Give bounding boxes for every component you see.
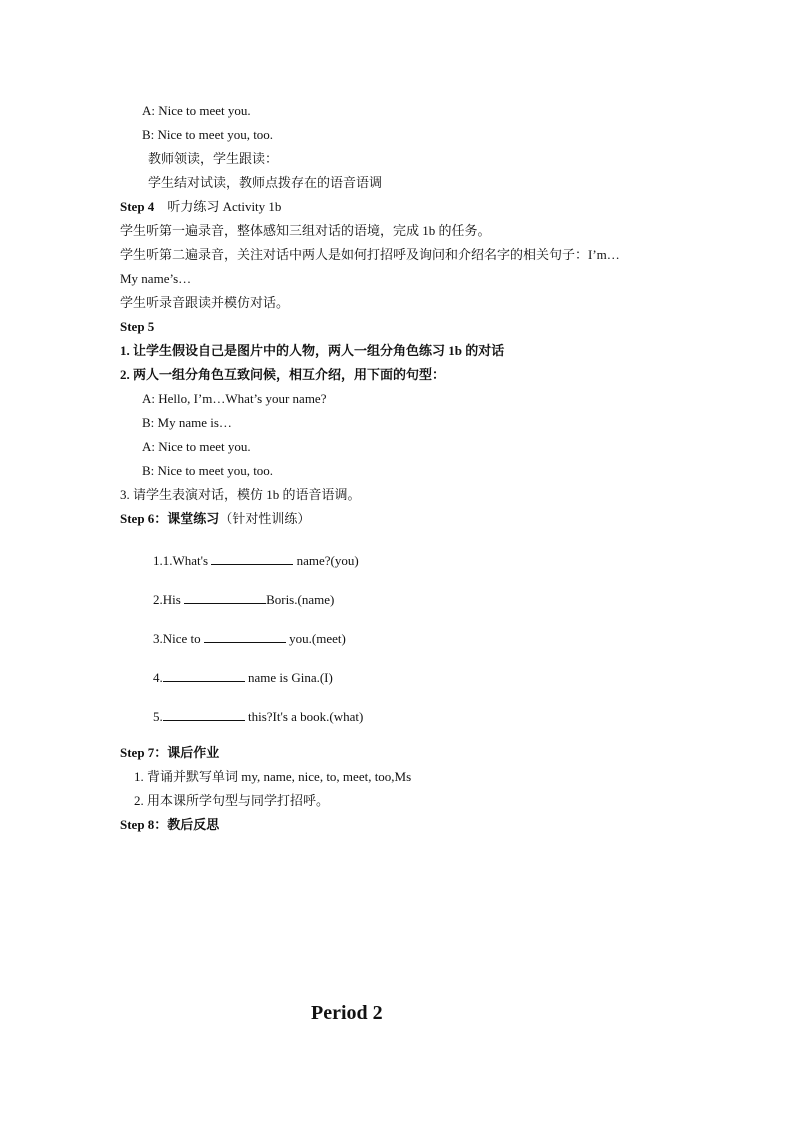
teacher-read-line: 教师领读，学生跟读： xyxy=(148,151,279,166)
step6-heading xyxy=(120,511,310,527)
answer-blank[interactable] xyxy=(184,591,266,604)
listen-second-line-cont: My name’s… xyxy=(120,271,192,286)
answer-blank[interactable] xyxy=(211,552,293,565)
dialog-line-b3: B: Nice to meet you, too. xyxy=(142,463,274,478)
step4-title: 听力练习 Activity 1b xyxy=(167,199,282,214)
answer-blank[interactable] xyxy=(204,630,286,643)
dialog-line-b1: B: Nice to meet you, too. xyxy=(142,127,274,142)
exercise-item: 1.1.What's name?(you) xyxy=(153,553,359,568)
exercise-item: 4. name is Gina.(I) xyxy=(153,670,333,685)
step6-note: （针对性训练） xyxy=(219,511,311,526)
exercise-item: 3.Nice to you.(meet) xyxy=(153,631,346,646)
pair-read-line: 学生结对试读，教师点拨存在的语音语调 xyxy=(148,175,383,190)
dialog-line-a3: A: Nice to meet you. xyxy=(142,439,251,454)
step8-heading: Step 8：教后反思 xyxy=(120,817,220,832)
step6-label: Step 6：课堂练习 xyxy=(120,511,220,526)
step5-heading: Step 5 xyxy=(120,319,155,334)
step4-heading xyxy=(120,199,281,215)
exercise-item: 5. this?It's a book.(what) xyxy=(153,709,364,724)
step5-item-2: 2. 两人一组分角色互致问候，相互介绍，用下面的句型： xyxy=(120,367,446,382)
exercise-item: 2.His Boris.(name) xyxy=(153,592,335,607)
listen-third-line: 学生听录音跟读并模仿对话。 xyxy=(120,295,290,310)
answer-blank[interactable] xyxy=(163,708,245,721)
step7-item-1: 1. 背诵并默写单词 my, name, nice, to, meet, too,Ms xyxy=(134,769,412,784)
step7-item-2: 2. 用本课所学句型与同学打招呼。 xyxy=(134,793,330,808)
dialog-line-a1: A: Nice to meet you. xyxy=(142,103,251,118)
step4-label: Step 4 xyxy=(120,199,155,214)
step5-item-3: 3. 请学生表演对话，模仿 1b 的语音语调。 xyxy=(120,487,361,502)
step5-item-1: 1. 让学生假设自己是图片中的人物，两人一组分角色练习 1b 的对话 xyxy=(120,343,505,358)
listen-second-line: 学生听第二遍录音，关注对话中两人是如何打招呼及询问和介绍名字的相关句子：I’m… xyxy=(120,247,620,262)
step7-heading: Step 7：课后作业 xyxy=(120,745,220,760)
answer-blank[interactable] xyxy=(163,669,245,682)
dialog-line-b2: B: My name is… xyxy=(142,415,232,430)
listen-first-line: 学生听第一遍录音，整体感知三组对话的语境，完成 1b 的任务。 xyxy=(120,223,491,238)
dialog-line-a2: A: Hello, I’m…What’s your name? xyxy=(142,391,327,406)
period-title: Period 2 xyxy=(311,1002,383,1024)
